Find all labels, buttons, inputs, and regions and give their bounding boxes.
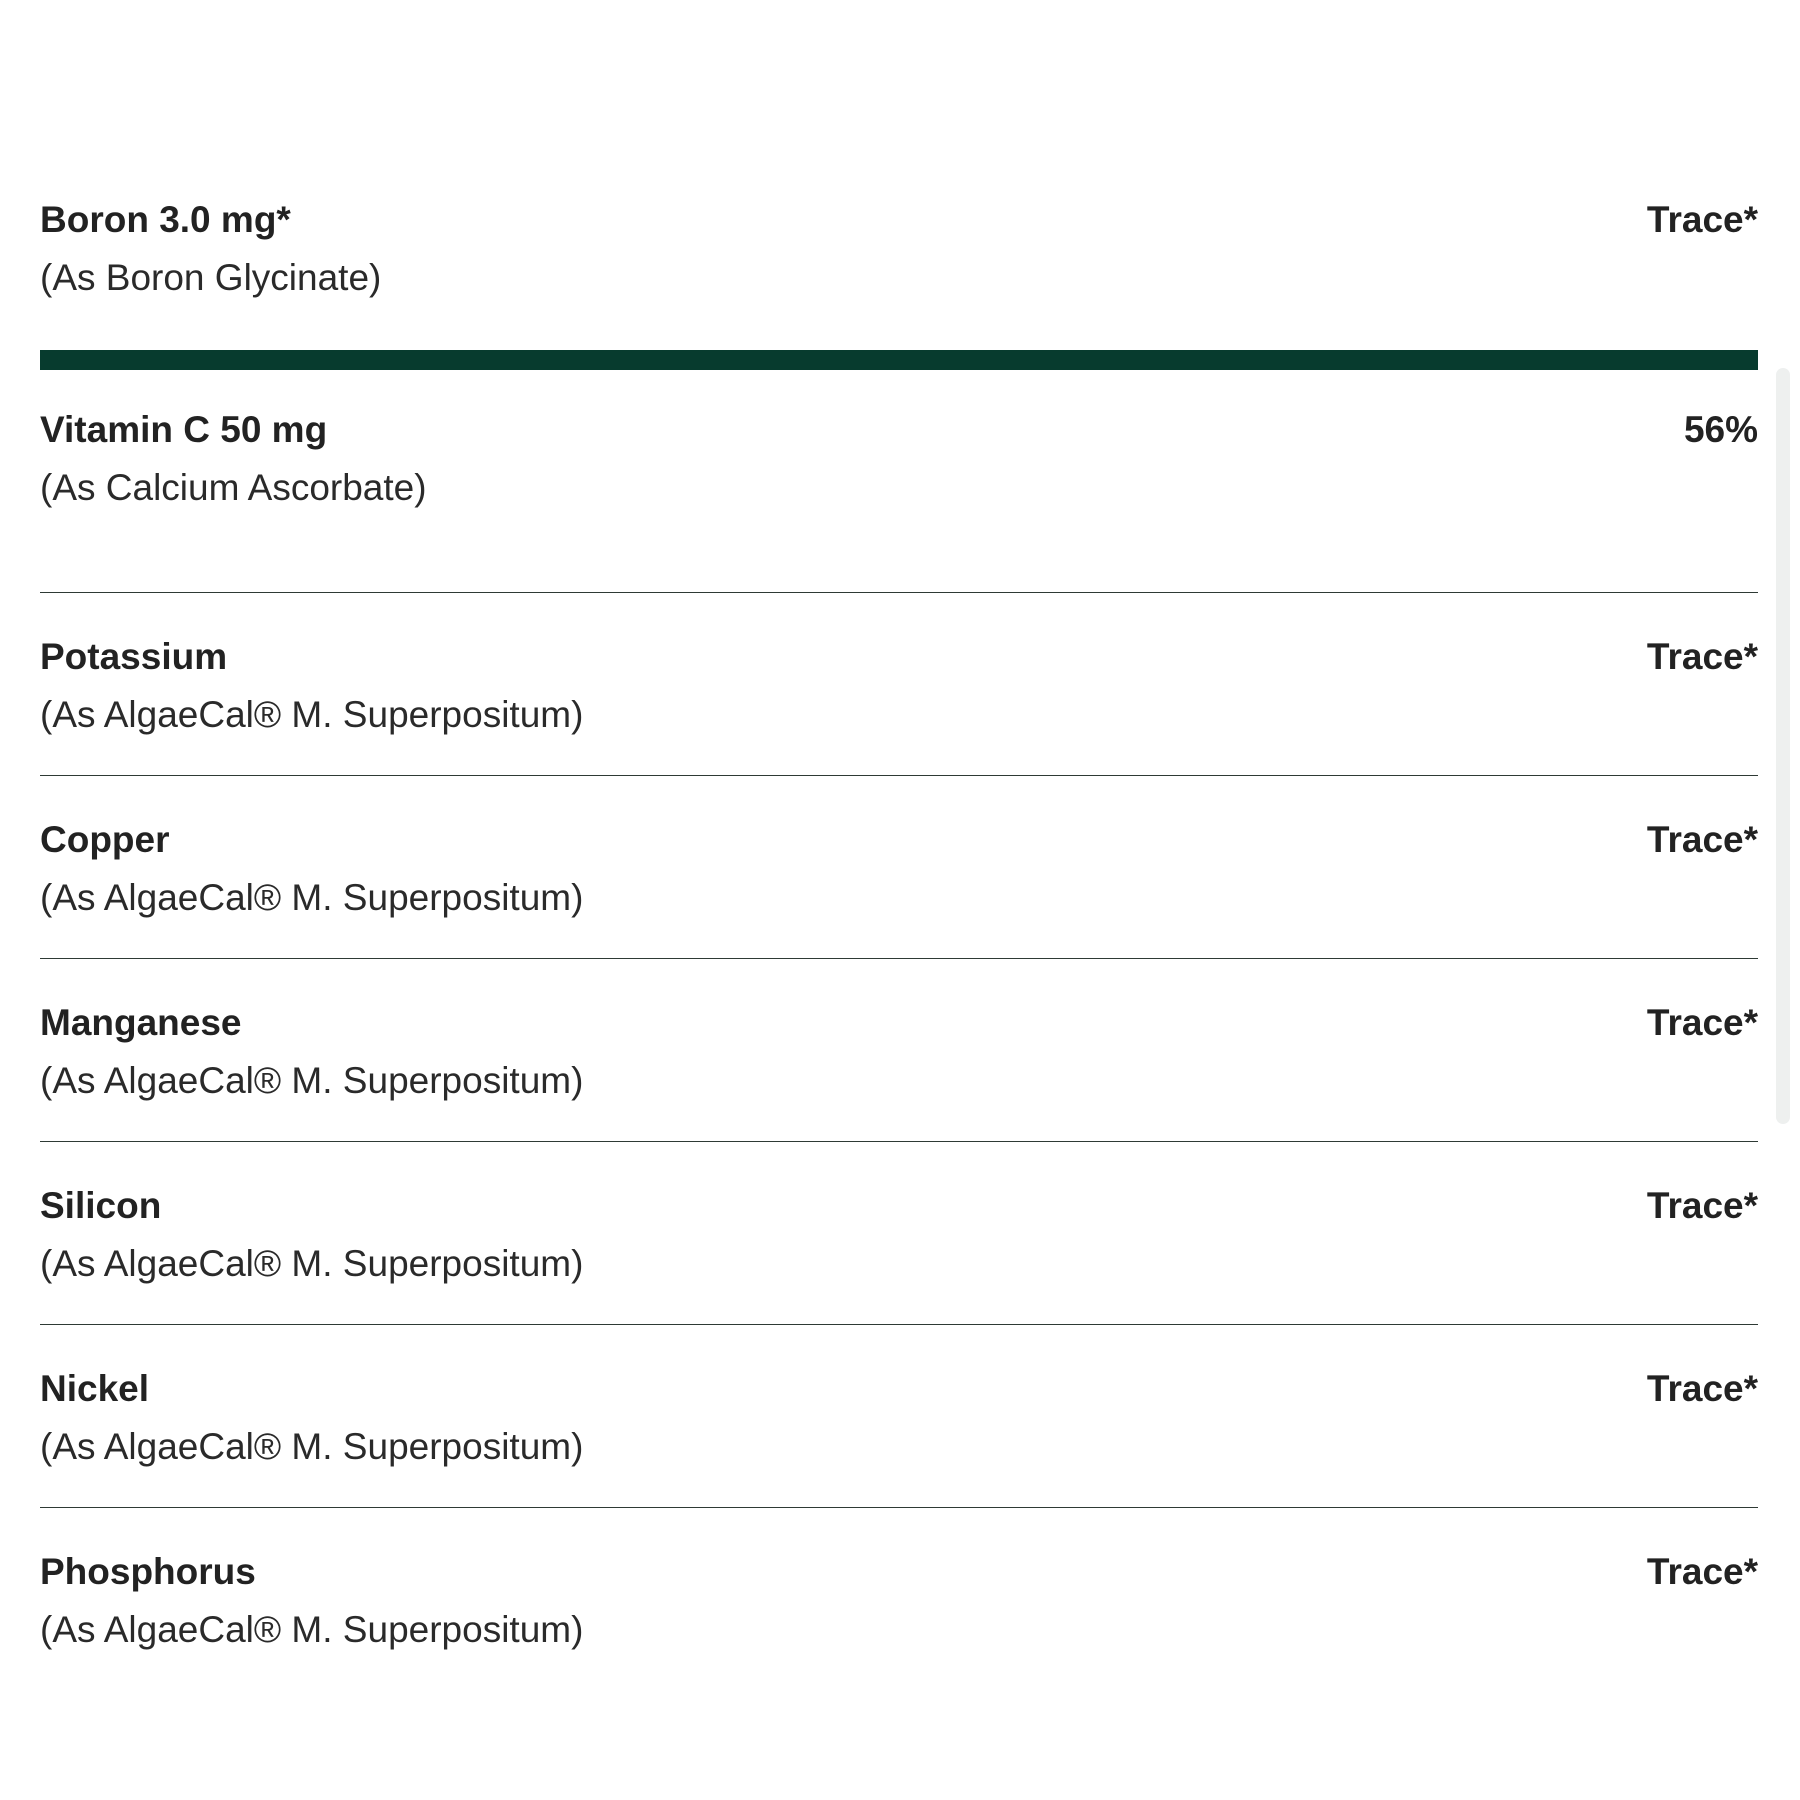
nutrient-source: (As Calcium Ascorbate) xyxy=(40,467,427,508)
nutrient-amount: Trace* xyxy=(1646,1185,1758,1226)
nutrient-source: (As AlgaeCal® M. Superpositum) xyxy=(40,1609,584,1650)
nutrient-amount: Trace* xyxy=(1646,1002,1758,1043)
nutrient-amount: Trace* xyxy=(1646,1551,1758,1592)
nutrient-name: Silicon xyxy=(40,1185,162,1226)
nutrient-row-nickel xyxy=(40,1325,1758,1508)
nutrient-row-vitamin-c xyxy=(40,410,1758,593)
nutrient-row-manganese xyxy=(40,959,1758,1142)
nutrient-name: Nickel xyxy=(40,1368,150,1409)
nutrient-row-phosphorus xyxy=(40,1508,1758,1691)
nutrient-amount: Trace* xyxy=(1646,199,1758,240)
nutrient-source: (As AlgaeCal® M. Superpositum) xyxy=(40,877,584,918)
nutrient-name: Vitamin C 50 mg xyxy=(40,409,328,450)
nutrient-info xyxy=(40,410,427,508)
nutrient-row-silicon xyxy=(40,1142,1758,1325)
nutrient-name: Manganese xyxy=(40,1002,242,1043)
nutrient-source: (As AlgaeCal® M. Superpositum) xyxy=(40,1060,584,1101)
nutrient-source: (As AlgaeCal® M. Superpositum) xyxy=(40,694,584,735)
nutrient-source: (As AlgaeCal® M. Superpositum) xyxy=(40,1426,584,1467)
nutrient-info xyxy=(40,1186,583,1284)
nutrient-name: Phosphorus xyxy=(40,1551,256,1592)
nutrient-row-potassium xyxy=(40,593,1758,776)
nutrient-name: Boron 3.0 mg* xyxy=(40,199,291,240)
nutrient-row-copper xyxy=(40,776,1758,959)
supplement-facts-panel xyxy=(40,200,1758,1691)
nutrient-name: Copper xyxy=(40,819,170,860)
nutrient-amount: Trace* xyxy=(1646,1368,1758,1409)
nutrient-amount: Trace* xyxy=(1646,819,1758,860)
section-divider xyxy=(40,350,1758,370)
nutrient-name: Potassium xyxy=(40,636,228,677)
nutrient-info xyxy=(40,200,381,298)
nutrient-amount: Trace* xyxy=(1646,636,1758,677)
nutrient-info xyxy=(40,1552,583,1650)
nutrient-amount: 56% xyxy=(1683,409,1758,450)
nutrient-row-boron xyxy=(40,200,1758,350)
nutrient-info xyxy=(40,1003,583,1101)
nutrient-source: (As Boron Glycinate) xyxy=(40,257,382,298)
scrollbar[interactable] xyxy=(1776,368,1790,1124)
nutrient-source: (As AlgaeCal® M. Superpositum) xyxy=(40,1243,584,1284)
nutrient-info xyxy=(40,820,583,918)
nutrient-info xyxy=(40,637,583,735)
nutrient-info xyxy=(40,1369,583,1467)
